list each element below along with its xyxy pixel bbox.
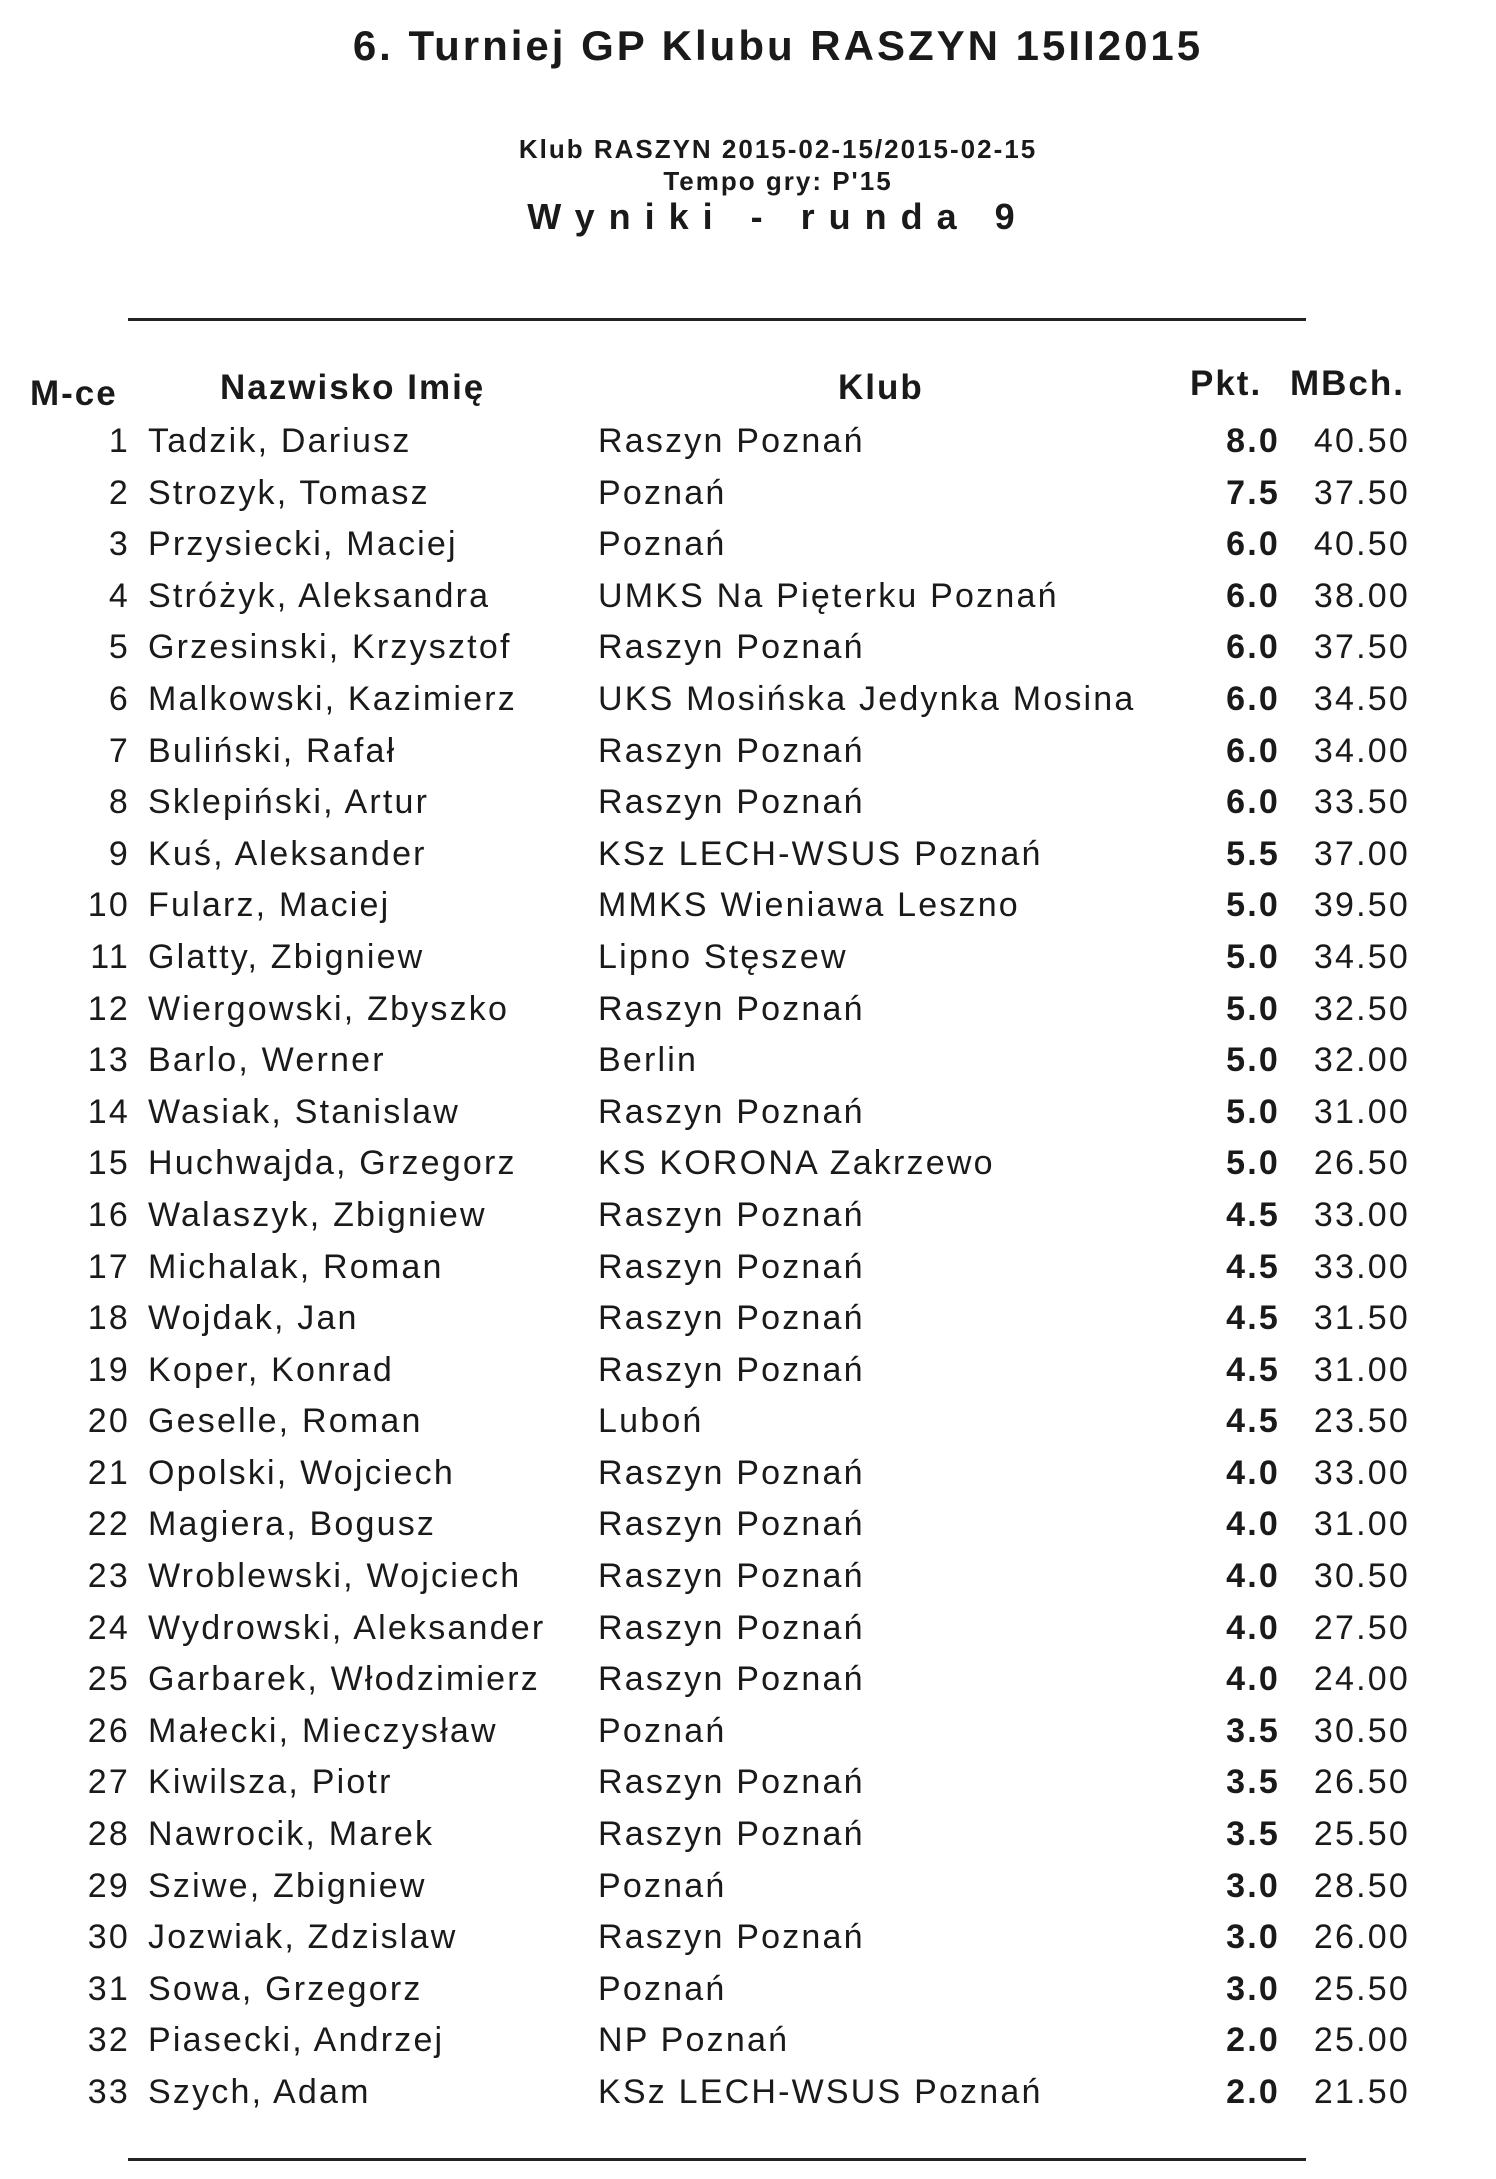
place-cell: 22 [87, 1505, 130, 1544]
column-header-club: Klub [838, 368, 924, 407]
club-cell: Raszyn Poznań [598, 1918, 865, 1957]
buchholz-cell: 33.00 [1313, 1195, 1410, 1234]
name-cell: Nawrocik, Marek [148, 1815, 435, 1854]
club-cell: Raszyn Poznań [598, 783, 865, 822]
name-cell: Fularz, Maciej [148, 886, 391, 925]
place-cell: 8 [108, 783, 130, 822]
place-cell: 18 [87, 1299, 130, 1338]
table-row [0, 1964, 1496, 2016]
points-cell: 4.0 [1226, 1608, 1280, 1647]
place-cell: 2 [108, 473, 130, 512]
points-cell: 5.0 [1226, 1144, 1280, 1183]
points-cell: 4.0 [1226, 1505, 1280, 1544]
round-results-heading: Wyniki - runda 9 [527, 196, 1029, 237]
points-cell: 5.5 [1226, 834, 1280, 873]
table-row [0, 1809, 1496, 1861]
name-cell: Magiera, Bogusz [148, 1505, 437, 1544]
name-cell: Grzesinski, Krzysztof [148, 628, 512, 667]
table-row [0, 1293, 1496, 1345]
buchholz-cell: 27.50 [1313, 1608, 1410, 1647]
name-cell: Geselle, Roman [148, 1402, 423, 1441]
club-cell: Raszyn Poznań [598, 1815, 865, 1854]
table-row [0, 1706, 1496, 1758]
place-cell: 11 [90, 937, 130, 976]
table-row [0, 1138, 1496, 1190]
points-cell: 4.5 [1226, 1195, 1280, 1234]
name-cell: Małecki, Mieczysław [148, 1711, 498, 1750]
club-cell: Lipno Stęszew [598, 937, 848, 976]
name-cell: Strozyk, Tomasz [148, 473, 430, 512]
table-row [0, 726, 1496, 778]
points-cell: 4.0 [1226, 1660, 1280, 1699]
points-cell: 4.5 [1226, 1299, 1280, 1338]
club-cell: Raszyn Poznań [598, 1505, 865, 1544]
place-cell: 3 [108, 525, 130, 564]
table-row [0, 880, 1496, 932]
place-cell: 23 [87, 1557, 130, 1596]
club-cell: Poznań [598, 473, 727, 512]
place-cell: 10 [87, 886, 130, 925]
table-row [0, 984, 1496, 1036]
place-cell: 12 [87, 989, 130, 1028]
buchholz-cell: 40.50 [1313, 525, 1410, 564]
club-cell: Raszyn Poznań [598, 1299, 865, 1338]
place-cell: 17 [87, 1247, 130, 1286]
points-cell: 4.0 [1226, 1557, 1280, 1596]
name-cell: Michalak, Roman [148, 1247, 444, 1286]
place-cell: 32 [87, 2021, 130, 2060]
table-row [0, 468, 1496, 520]
table-row [0, 1861, 1496, 1913]
club-cell: MMKS Wieniawa Leszno [598, 886, 1020, 925]
table-row [0, 674, 1496, 726]
points-cell: 3.5 [1226, 1815, 1280, 1854]
name-cell: Wroblewski, Wojciech [148, 1557, 522, 1596]
place-cell: 4 [108, 576, 130, 615]
club-cell: Berlin [598, 1041, 699, 1080]
points-cell: 3.0 [1226, 1969, 1280, 2008]
club-cell: NP Poznań [598, 2021, 790, 2060]
name-cell: Przysiecki, Maciej [148, 525, 458, 564]
buchholz-cell: 33.00 [1313, 1453, 1410, 1492]
buchholz-cell: 30.50 [1313, 1557, 1410, 1596]
buchholz-cell: 31.00 [1313, 1505, 1410, 1544]
club-cell: Raszyn Poznań [598, 1660, 865, 1699]
points-cell: 3.0 [1226, 1866, 1280, 1905]
place-cell: 9 [108, 834, 130, 873]
place-cell: 30 [87, 1918, 130, 1957]
place-cell: 27 [87, 1763, 130, 1802]
table-row [0, 519, 1496, 571]
points-cell: 8.0 [1226, 422, 1280, 460]
table-row [0, 1190, 1496, 1242]
tempo-info: Tempo gry: P'15 [663, 166, 893, 196]
buchholz-cell: 32.00 [1313, 1041, 1410, 1080]
place-cell: 24 [87, 1608, 130, 1647]
place-cell: 16 [87, 1195, 130, 1234]
name-cell: Wydrowski, Aleksander [148, 1608, 546, 1647]
buchholz-cell: 31.50 [1313, 1299, 1410, 1338]
table-row [0, 1396, 1496, 1448]
place-cell: 31 [87, 1969, 130, 2008]
table-row [0, 1757, 1496, 1809]
buchholz-cell: 32.50 [1313, 989, 1410, 1028]
buchholz-cell: 28.50 [1313, 1866, 1410, 1905]
name-cell: Szych, Adam [148, 2073, 371, 2111]
place-cell: 20 [87, 1402, 130, 1441]
points-cell: 4.5 [1226, 1247, 1280, 1286]
buchholz-cell: 37.50 [1313, 628, 1410, 667]
buchholz-cell: 37.50 [1313, 473, 1410, 512]
name-cell: Glatty, Zbigniew [148, 937, 425, 976]
place-cell: 6 [108, 679, 130, 718]
club-cell: Raszyn Poznań [598, 989, 865, 1028]
name-cell: Sklepiński, Artur [148, 783, 430, 822]
points-cell: 4.5 [1226, 1350, 1280, 1389]
table-row [0, 932, 1496, 984]
points-cell: 6.0 [1226, 731, 1280, 770]
table-row [0, 1654, 1496, 1706]
club-cell: Poznań [598, 1711, 727, 1750]
results-table [0, 416, 1496, 2119]
club-cell: UMKS Na Pięterku Poznań [598, 576, 1059, 615]
club-cell: KS KORONA Zakrzewo [598, 1144, 995, 1183]
name-cell: Opolski, Wojciech [148, 1453, 455, 1492]
place-cell: 7 [108, 731, 130, 770]
buchholz-cell: 31.00 [1313, 1092, 1410, 1131]
club-cell: Raszyn Poznań [598, 1763, 865, 1802]
points-cell: 5.0 [1226, 1092, 1280, 1131]
table-row [0, 1912, 1496, 1964]
name-cell: Buliński, Rafał [148, 731, 397, 770]
name-cell: Garbarek, Włodzimierz [148, 1660, 540, 1699]
buchholz-cell: 33.00 [1313, 1247, 1410, 1286]
buchholz-cell: 25.50 [1313, 1969, 1410, 2008]
buchholz-cell: 25.00 [1313, 2021, 1410, 2060]
club-cell: Raszyn Poznań [598, 1557, 865, 1596]
name-cell: Wasiak, Stanislaw [148, 1092, 461, 1131]
bottom-divider [128, 2158, 1306, 2161]
points-cell: 6.0 [1226, 576, 1280, 615]
club-cell: Raszyn Poznań [598, 422, 865, 460]
name-cell: Stróżyk, Aleksandra [148, 576, 491, 615]
place-cell: 15 [87, 1144, 130, 1183]
buchholz-cell: 39.50 [1313, 886, 1410, 925]
club-cell: Raszyn Poznań [598, 1092, 865, 1131]
table-row [0, 2067, 1496, 2119]
document-title: 6. Turniej GP Klubu RASZYN 15II2015 [352, 22, 1204, 69]
name-cell: Kiwilsza, Piotr [148, 1763, 393, 1802]
club-cell: KSz LECH-WSUS Poznań [598, 2073, 1043, 2111]
points-cell: 2.0 [1226, 2021, 1280, 2060]
club-cell: Raszyn Poznań [598, 1247, 865, 1286]
table-row [0, 571, 1496, 623]
table-row [0, 2015, 1496, 2067]
name-cell: Wojdak, Jan [148, 1299, 359, 1338]
points-cell: 5.0 [1226, 886, 1280, 925]
club-cell: Raszyn Poznań [598, 1453, 865, 1492]
table-row [0, 777, 1496, 829]
top-divider [128, 318, 1306, 321]
club-cell: Luboń [598, 1402, 704, 1441]
place-cell: 19 [87, 1350, 130, 1389]
buchholz-cell: 25.50 [1313, 1815, 1410, 1854]
name-cell: Tadzik, Dariusz [148, 422, 412, 460]
points-cell: 5.0 [1226, 989, 1280, 1028]
buchholz-cell: 26.50 [1313, 1763, 1410, 1802]
points-cell: 4.5 [1226, 1402, 1280, 1441]
buchholz-cell: 34.50 [1313, 937, 1410, 976]
points-cell: 3.5 [1226, 1763, 1280, 1802]
points-cell: 2.0 [1226, 2073, 1280, 2111]
club-cell: Poznań [598, 525, 727, 564]
club-cell: Raszyn Poznań [598, 628, 865, 667]
name-cell: Sowa, Grzegorz [148, 1969, 423, 2008]
name-cell: Huchwajda, Grzegorz [148, 1144, 517, 1183]
place-cell: 29 [87, 1866, 130, 1905]
name-cell: Barlo, Werner [148, 1041, 386, 1080]
buchholz-cell: 23.50 [1313, 1402, 1410, 1441]
place-cell: 13 [87, 1041, 130, 1080]
place-cell: 5 [108, 628, 130, 667]
club-cell: UKS Mosińska Jedynka Mosina [598, 679, 1136, 718]
points-cell: 6.0 [1226, 783, 1280, 822]
buchholz-cell: 40.50 [1313, 422, 1410, 460]
column-header-points: Pkt. [1190, 364, 1263, 403]
buchholz-cell: 31.00 [1313, 1350, 1410, 1389]
table-row [0, 622, 1496, 674]
name-cell: Sziwe, Zbigniew [148, 1866, 427, 1905]
club-cell: Raszyn Poznań [598, 1608, 865, 1647]
buchholz-cell: 26.50 [1313, 1144, 1410, 1183]
table-row [0, 416, 1496, 468]
club-cell: KSz LECH-WSUS Poznań [598, 834, 1043, 873]
name-cell: Kuś, Aleksander [148, 834, 427, 873]
buchholz-cell: 37.00 [1313, 834, 1410, 873]
name-cell: Malkowski, Kazimierz [148, 679, 517, 718]
buchholz-cell: 26.00 [1313, 1918, 1410, 1957]
points-cell: 4.0 [1226, 1453, 1280, 1492]
place-cell: 28 [87, 1815, 130, 1854]
club-dates: Klub RASZYN 2015-02-15/2015-02-15 [518, 134, 1038, 164]
table-row [0, 1087, 1496, 1139]
points-cell: 5.0 [1226, 937, 1280, 976]
column-header-buchholz: MBch. [1290, 364, 1405, 403]
table-row [0, 1448, 1496, 1500]
name-cell: Koper, Konrad [148, 1350, 394, 1389]
place-cell: 26 [87, 1711, 130, 1750]
table-row [0, 1035, 1496, 1087]
points-cell: 6.0 [1226, 628, 1280, 667]
name-cell: Piasecki, Andrzej [148, 2021, 445, 2060]
buchholz-cell: 24.00 [1313, 1660, 1410, 1699]
place-cell: 25 [87, 1660, 130, 1699]
table-row [0, 1242, 1496, 1294]
table-row [0, 1345, 1496, 1397]
table-row [0, 829, 1496, 881]
club-cell: Raszyn Poznań [598, 1195, 865, 1234]
buchholz-cell: 33.50 [1313, 783, 1410, 822]
club-cell: Poznań [598, 1866, 727, 1905]
buchholz-cell: 21.50 [1313, 2073, 1410, 2111]
points-cell: 3.5 [1226, 1711, 1280, 1750]
name-cell: Walaszyk, Zbigniew [148, 1195, 487, 1234]
buchholz-cell: 30.50 [1313, 1711, 1410, 1750]
table-row [0, 1603, 1496, 1655]
buchholz-cell: 38.00 [1313, 576, 1410, 615]
place-cell: 33 [87, 2073, 130, 2111]
club-cell: Poznań [598, 1969, 727, 2008]
club-cell: Raszyn Poznań [598, 731, 865, 770]
place-cell: 1 [108, 422, 130, 460]
table-row [0, 1499, 1496, 1551]
name-cell: Wiergowski, Zbyszko [148, 989, 510, 1028]
points-cell: 6.0 [1226, 679, 1280, 718]
points-cell: 5.0 [1226, 1041, 1280, 1080]
points-cell: 7.5 [1226, 473, 1280, 512]
points-cell: 6.0 [1226, 525, 1280, 564]
points-cell: 3.0 [1226, 1918, 1280, 1957]
buchholz-cell: 34.50 [1313, 679, 1410, 718]
table-row [0, 1551, 1496, 1603]
buchholz-cell: 34.00 [1313, 731, 1410, 770]
place-cell: 14 [87, 1092, 130, 1131]
column-header-name: Nazwisko Imię [220, 368, 486, 407]
club-cell: Raszyn Poznań [598, 1350, 865, 1389]
place-cell: 21 [87, 1453, 130, 1492]
name-cell: Jozwiak, Zdzislaw [148, 1918, 458, 1957]
column-header-place: M-ce [30, 374, 118, 413]
